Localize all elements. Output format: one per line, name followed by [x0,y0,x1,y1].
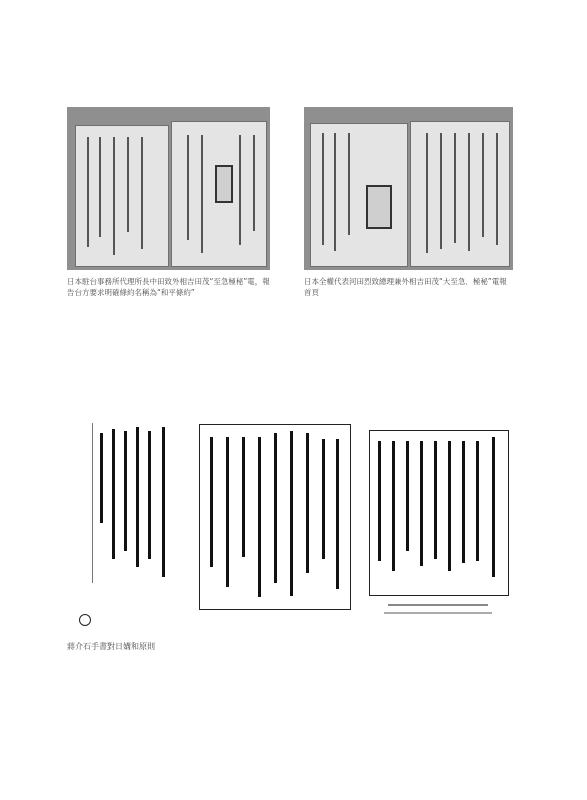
caption-photo-right: 日本全權代表河田烈致總理兼外相吉田茂“大至急．極秘”電報首頁 [304,277,507,297]
caption-photo-left: 日本駐台事務所代理所長中田致外相吉田茂“至急極秘”電，報告台方要求明確條約名稱為“和平條約” [67,277,270,297]
manuscript-page-2 [199,424,351,610]
document-page [410,121,510,267]
caption-manuscripts: 蔣介石手書對日媾和原則 [67,642,155,651]
manuscript-page-3 [369,430,509,596]
document-page [310,123,408,267]
scan-footer-note [388,604,488,606]
scan-footer-note [384,612,492,614]
manuscript-page-1 [86,423,182,593]
page-mark [79,614,91,626]
photo-telegram-right [304,107,513,270]
photo-telegram-left [67,107,270,270]
secret-stamp [366,185,392,229]
secret-stamp [215,165,233,203]
document-page [75,125,169,267]
